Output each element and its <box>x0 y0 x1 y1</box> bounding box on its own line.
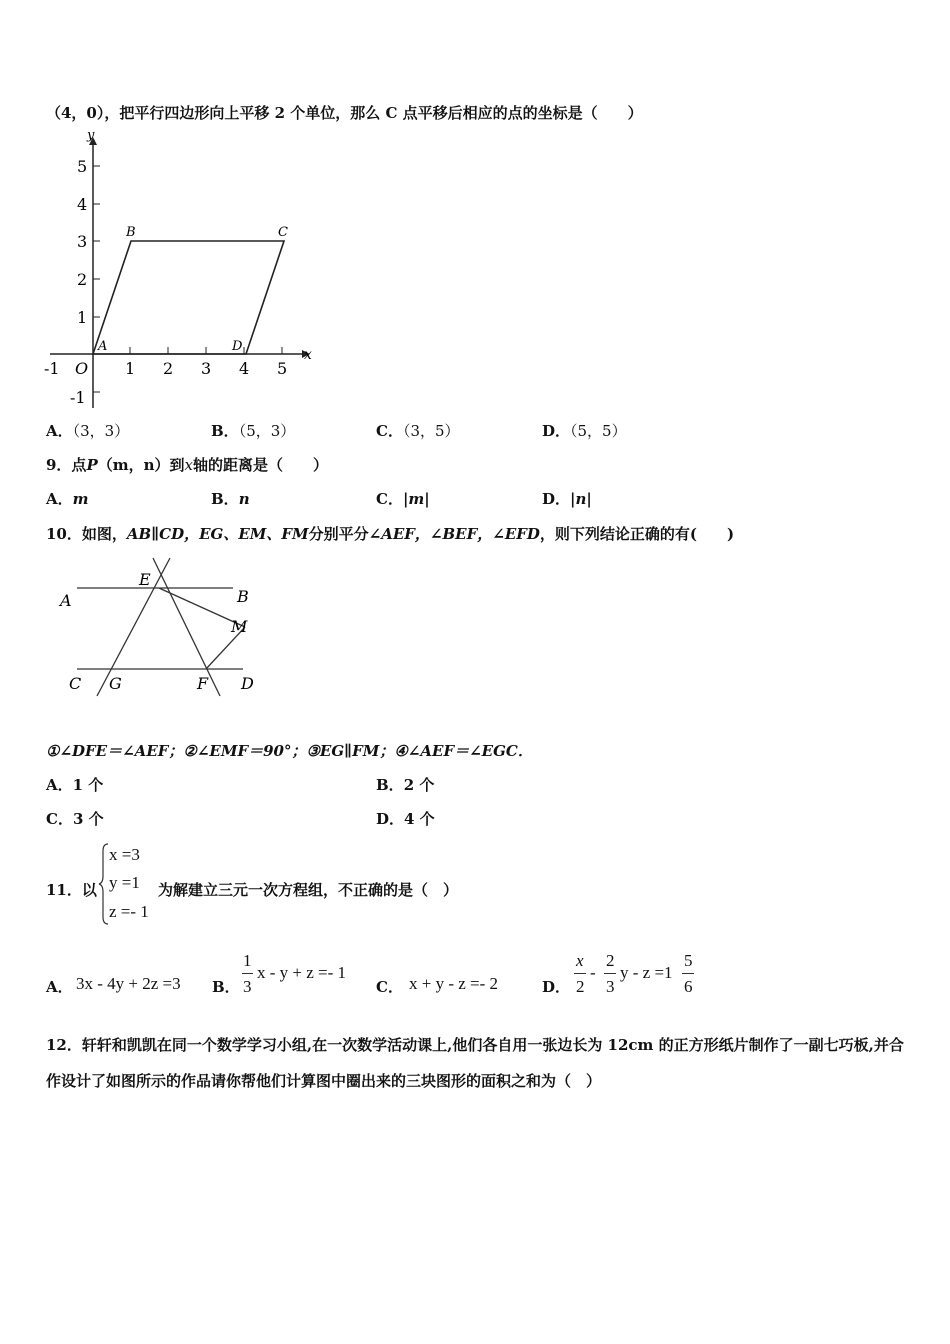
fig-label-d: D <box>241 674 254 693</box>
option-text: 4 个 <box>404 810 435 828</box>
option-text: 3 个 <box>72 810 104 828</box>
q11-d-minus: - <box>590 963 596 982</box>
x-tick-origin: O <box>75 359 89 378</box>
q10-figure <box>55 552 285 702</box>
option-text: （5，3） <box>238 422 296 440</box>
q11-number: 11．以 <box>46 881 97 899</box>
q10-end: ，则下列结论正确的有( ) <box>539 525 735 543</box>
option-key: B． <box>211 422 239 440</box>
q9-option-b[interactable] <box>211 488 250 509</box>
option-key: C． <box>46 810 73 828</box>
option-key: D． <box>542 422 571 440</box>
point-label-a: A <box>98 339 108 354</box>
q11-b-rest: x - y + z =- 1 <box>257 963 347 982</box>
x-tick: 2 <box>163 359 174 378</box>
fig-label-m: M <box>231 617 248 636</box>
option-key: B． <box>376 776 404 794</box>
option-key: D． <box>542 490 571 508</box>
x-axis-label: x <box>304 347 312 363</box>
y-tick: 3 <box>77 232 88 251</box>
q11-eq-y: y =1 <box>109 873 140 892</box>
x-tick: 5 <box>277 359 288 378</box>
q9-coords: （m，n）到 <box>97 456 185 474</box>
option-text: 1 个 <box>72 776 104 794</box>
q10-statements: ①∠DFE＝∠AEF；②∠EMF＝90°；③EG∥FM；④∠AEF＝∠EGC． <box>46 742 533 760</box>
option-text: （3，3） <box>72 422 130 440</box>
y-tick: 1 <box>77 308 88 327</box>
y-tick: -1 <box>70 388 86 407</box>
q9-rest: 轴的距离是（ ） <box>192 456 328 474</box>
q8-option-a[interactable] <box>46 420 129 441</box>
option-key: C． <box>376 422 403 440</box>
option-key: A． <box>46 776 73 794</box>
option-key: B． <box>211 490 239 508</box>
fig-label-e: E <box>139 570 151 589</box>
q12-stem: 12．轩轩和凯凯在同一个数学学习小组,在一次数学活动课上,他们各自用一张边长为 12cm 的正方形纸片制作了一副七巧板,并合作设计了如图所示的作品请你帮他们计算图中圈出来的三块图形的面积之和为（ ） <box>46 1036 904 1090</box>
q11-d-f2-bar <box>604 973 616 974</box>
option-text: （3，5） <box>402 422 460 440</box>
q11-d-mid: y - z =1 <box>620 963 673 982</box>
q9-option-c[interactable] <box>376 488 430 509</box>
q9-stem <box>46 454 328 475</box>
q11-d-f2-den: 3 <box>606 977 615 996</box>
x-tick: -1 <box>44 359 60 378</box>
option-text: m <box>72 490 89 508</box>
y-tick: 4 <box>77 195 88 214</box>
option-key: D． <box>376 810 405 828</box>
q10-option-d[interactable] <box>376 808 435 829</box>
q11-option-c-key[interactable]: C． <box>376 978 403 996</box>
q8-option-c[interactable] <box>376 420 460 441</box>
fig-label-f: F <box>197 674 209 693</box>
q10-number: 10．如图， <box>46 525 127 543</box>
point-label-b: B <box>126 225 136 240</box>
q11-option-c-eq: x + y - z =- 2 <box>409 974 499 993</box>
fig-label-a: A <box>60 591 72 610</box>
q8-coordinate-graph <box>40 128 320 418</box>
q10-mid: 分别平分 <box>308 525 369 543</box>
option-text: n <box>238 490 250 508</box>
q11-option-a-eq: 3x - 4y + 2z =3 <box>76 974 181 993</box>
y-tick: 2 <box>77 270 88 289</box>
q9-number: 9．点 <box>46 456 87 474</box>
q9-x-axis: x <box>184 456 193 474</box>
q11-d-f1-num: x <box>576 951 584 970</box>
q10-option-a[interactable] <box>46 774 103 795</box>
q11-d-f2-num: 2 <box>606 951 615 970</box>
q11-d-f3-num: 5 <box>684 951 693 970</box>
point-label-d: D <box>232 339 243 354</box>
q11-b-frac-den: 3 <box>243 977 252 996</box>
q8-stem: （4，0），把平行四边形向上平移 2 个单位，那么 C 点平移后相应的点的坐标是（ ） <box>46 104 643 122</box>
x-tick: 4 <box>239 359 250 378</box>
q11-b-frac-bar <box>242 973 253 974</box>
point-label-c: C <box>278 225 288 240</box>
q8-option-d[interactable] <box>542 420 627 441</box>
option-text: （5，5） <box>570 422 627 440</box>
q11-d-f1-bar <box>574 973 586 974</box>
q11-option-b-key[interactable]: B． <box>212 978 240 996</box>
q10-stem <box>46 523 734 544</box>
option-key: A． <box>46 490 73 508</box>
option-text: 2 个 <box>403 776 435 794</box>
x-tick: 3 <box>201 359 212 378</box>
q11-d-f3-den: 6 <box>684 977 693 996</box>
q9-point: P <box>86 456 98 474</box>
x-tick: 1 <box>125 359 136 378</box>
y-tick: 5 <box>77 157 88 176</box>
option-key: A． <box>46 422 73 440</box>
q10-angles: ∠AEF，∠BEF，∠EFD <box>368 525 540 543</box>
q8-option-b[interactable] <box>211 420 295 441</box>
fig-label-c: C <box>69 674 82 693</box>
q11-eq-z: z =- 1 <box>109 902 149 921</box>
option-key: C． <box>376 490 403 508</box>
q11-d-f1-den: 2 <box>576 977 585 996</box>
option-text: |m| <box>402 490 430 508</box>
option-text: |n| <box>570 490 592 508</box>
q11-stem: 为解建立三元一次方程组，不正确的是（ ） <box>158 881 459 899</box>
q11-option-a-key[interactable]: A． <box>46 978 73 996</box>
fig-label-g: G <box>109 674 122 693</box>
q11-b-frac-num: 1 <box>243 951 252 970</box>
q9-option-d[interactable] <box>542 488 592 509</box>
q11-eq-x: x =3 <box>109 845 140 864</box>
y-axis-label: y <box>87 128 95 143</box>
q9-option-a[interactable] <box>46 488 89 509</box>
q10-option-c[interactable] <box>46 808 104 829</box>
q10-lines: AB∥CD，EG、EM、FM <box>126 525 309 543</box>
q11-d-f3-bar <box>682 973 694 974</box>
q11-option-d-key[interactable]: D． <box>542 978 571 996</box>
fig-label-b: B <box>237 587 249 606</box>
q10-option-b[interactable] <box>376 774 434 795</box>
